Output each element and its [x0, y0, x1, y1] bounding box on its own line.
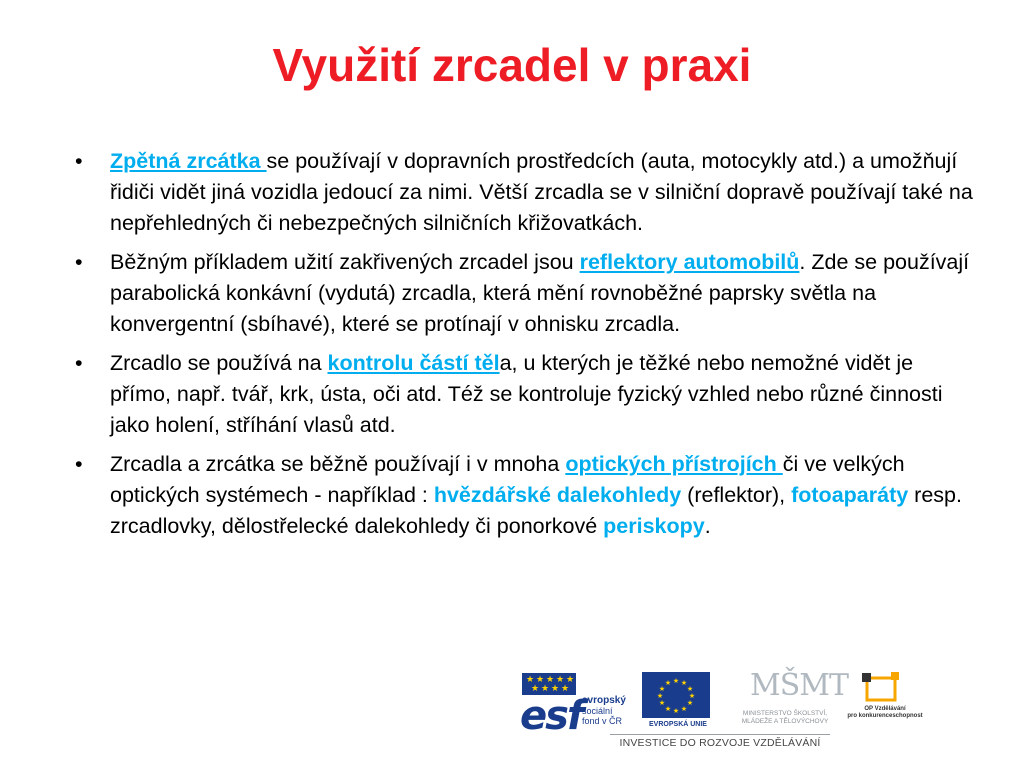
op-line2: pro konkurenceschopnost — [847, 713, 923, 719]
bullet-text: či ve velkých optických systémech - například : — [110, 452, 905, 507]
logo-tagline: INVESTICE DO ROZVOJE VZDĚLÁVÁNÍ — [619, 737, 821, 749]
bullet-text: se používají v dopravních prostředcích (auta, motocykly atd.) a umožňují řidiči vidět jiná vozidla jedoucí za nimi. Větší zrcadla se v silniční dopravě používají také na nepřehledných či nebezpečných silničních křižovatkách. — [110, 149, 973, 235]
tagline-divider — [610, 734, 830, 735]
svg-text:★: ★ — [688, 692, 696, 700]
bullet-marker: • — [75, 250, 83, 274]
highlight-periskopy: periskopy — [603, 514, 705, 538]
bullet-text: . Zde se používají parabolická konkávní (vydutá) zrcadla, která mění rovnoběžné paprsky světla na konvergentní (sbíhavé), které se protínají v ohnisku zrcadla. — [110, 250, 970, 336]
bullet-marker: • — [75, 452, 83, 476]
eu-flag-icon — [642, 672, 710, 718]
highlight-fotoaparaty: fotoaparáty — [791, 483, 909, 507]
bullet-text: . — [704, 514, 711, 538]
svg-text:★: ★ — [672, 707, 680, 715]
bullet-item — [75, 247, 975, 340]
esf-line2: sociální — [582, 706, 613, 716]
esf-line1: evropský — [582, 695, 626, 706]
msmt-line1: MINISTERSTVO ŠKOLSTVÍ, — [742, 710, 828, 717]
svg-text:★: ★ — [672, 677, 680, 685]
svg-text:★: ★ — [658, 685, 666, 693]
op-text — [845, 706, 925, 720]
bullet-marker: • — [75, 149, 83, 173]
msmt-text — [730, 710, 840, 726]
logo-bar — [520, 668, 923, 758]
bullet-text: Zrcadla a zrcátka se běžně používají i v mnoha — [110, 452, 566, 476]
link-kontrolu-casti-tela[interactable]: kontrolu částí těl — [327, 351, 500, 375]
esf-mark: esf — [520, 693, 583, 739]
svg-text:★: ★ — [664, 679, 672, 687]
bullet-item — [75, 348, 975, 441]
op-mark-icon — [861, 672, 901, 704]
bullet-text: (reflektor), — [681, 483, 792, 507]
bullet-marker: • — [75, 351, 83, 375]
link-reflektory-automobilu[interactable]: reflektory automobilů — [579, 250, 800, 274]
slide-title: Využití zrcadel v praxi — [272, 39, 752, 91]
highlight-hvezdarske-dalekohledy: hvězdářské dalekohledy — [433, 483, 682, 507]
svg-text:★: ★ — [686, 699, 694, 707]
bullet-text: resp. zrcadlovky, dělostřelecké dalekohledy či ponorkové — [110, 483, 962, 538]
bullet-text: Běžným příkladem užití zakřivených zrcadel jsou — [110, 250, 580, 274]
bullet-text: Zrcadlo se používá na — [110, 351, 328, 375]
svg-text:★: ★ — [656, 692, 664, 700]
op-logo — [845, 672, 925, 732]
bullet-item — [75, 449, 975, 542]
bullet-item — [75, 146, 975, 239]
esf-line3: fond v ČR — [582, 716, 623, 726]
msmt-mark: MŠMT — [750, 668, 848, 703]
op-line1: OP Vzdělávání — [864, 706, 906, 712]
svg-text:★: ★ — [680, 705, 688, 713]
svg-text:★: ★ — [664, 705, 672, 713]
eu-label: EVROPSKÁ UNIE — [649, 721, 707, 728]
msmt-line2: MLÁDEŽE A TĚLOVÝCHOVY — [741, 718, 829, 725]
esf-text — [582, 695, 626, 726]
esf-logo — [520, 673, 638, 739]
svg-text:★: ★ — [680, 679, 688, 687]
esf-stars-icon: ★ ★ ★ ★ ★ ★ ★ ★ ★ — [522, 673, 576, 695]
link-zpetna-zrcatka[interactable]: Zpětná zrcátka — [110, 149, 267, 173]
bullet-text: a, u kterých je těžké nebo nemožné vidět je přímo, např. tvář, krk, ústa, oči atd. Též se kontroluje fyzický vzhled nebo různé činnosti jako holení, stříhání vlasů atd. — [110, 351, 943, 437]
msmt-logo — [730, 668, 848, 730]
bullet-list — [75, 146, 975, 550]
eu-logo — [642, 672, 712, 730]
svg-text:★: ★ — [686, 685, 694, 693]
link-optickych-pristroju[interactable]: optických přístrojích — [565, 452, 783, 476]
svg-text:★: ★ — [658, 699, 666, 707]
